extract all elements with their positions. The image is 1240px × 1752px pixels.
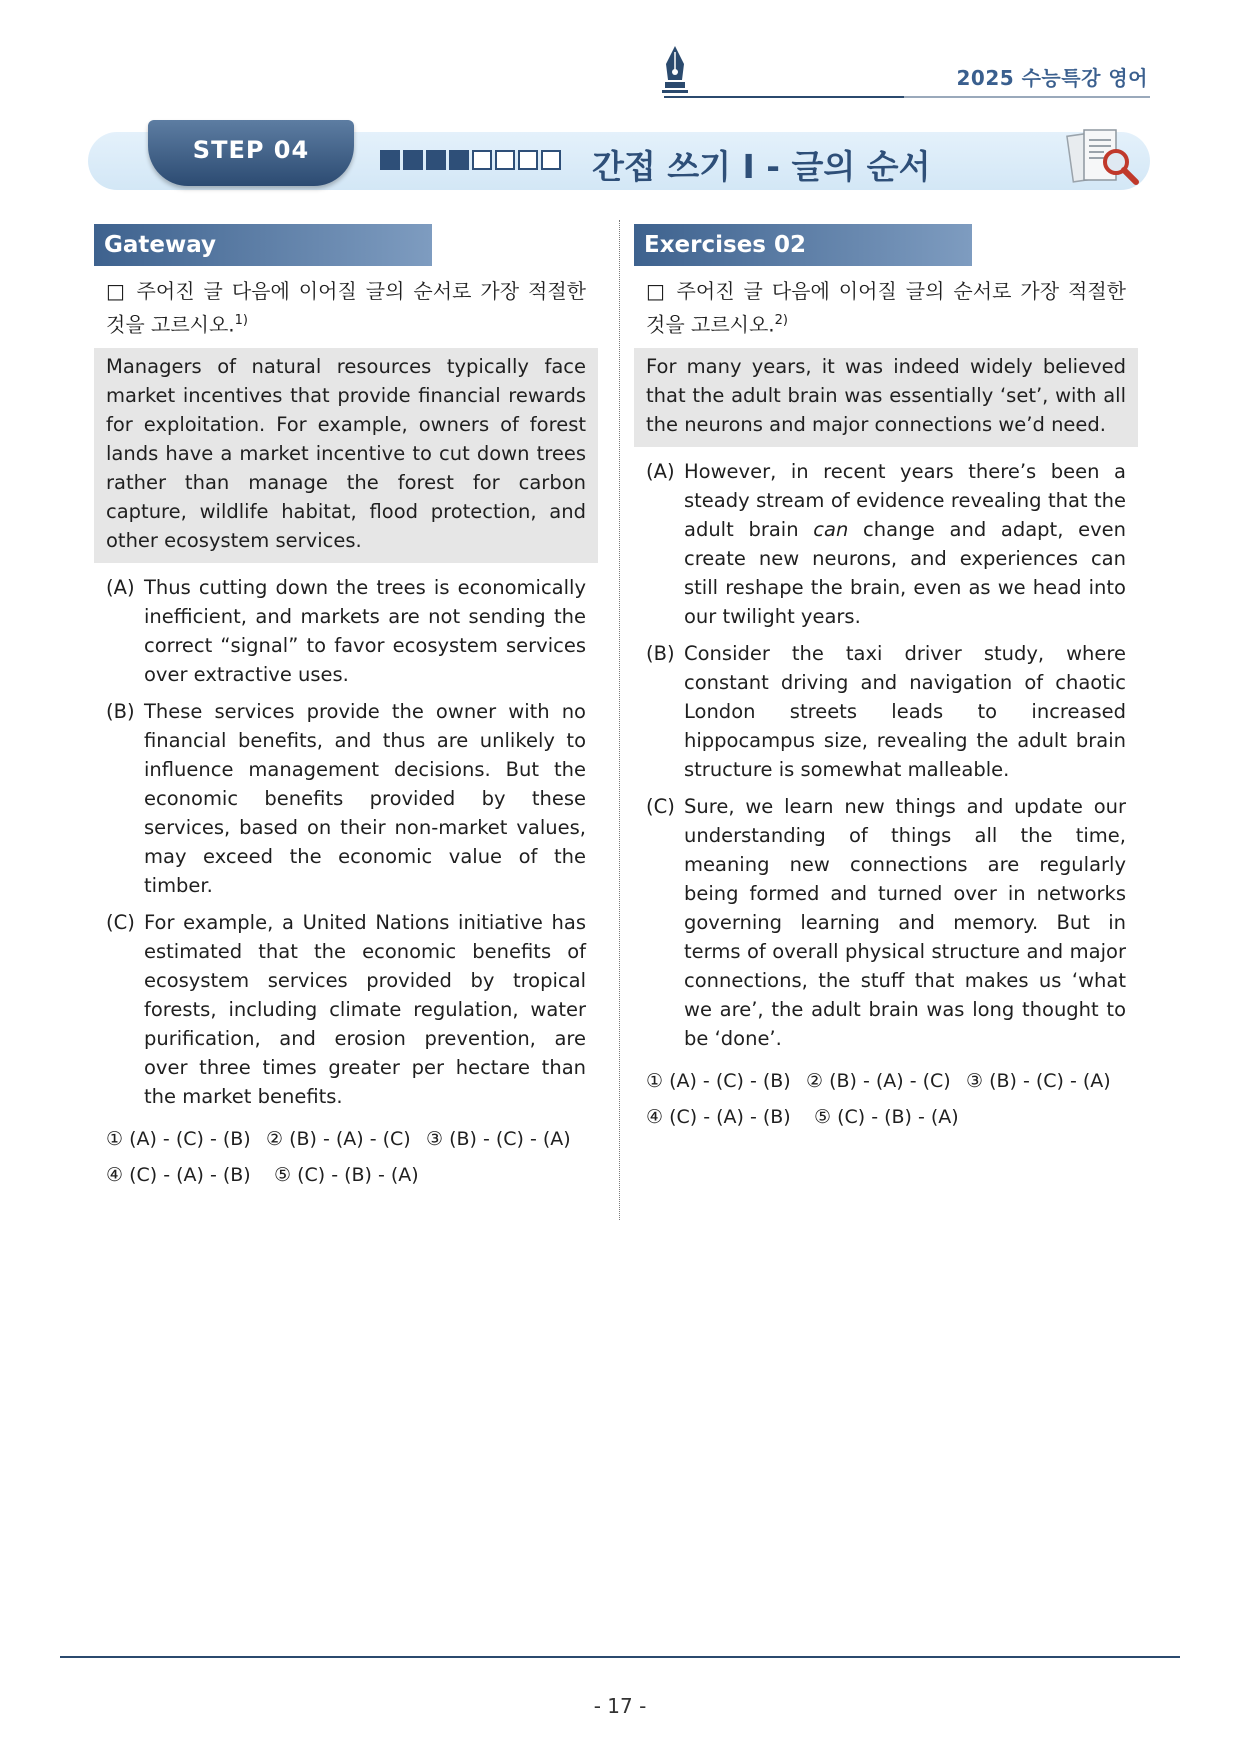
option-b bbox=[646, 639, 1126, 784]
exercises-heading-bar bbox=[634, 224, 972, 266]
passage-options bbox=[634, 457, 1138, 1053]
option-a bbox=[106, 573, 586, 689]
filled-square bbox=[403, 150, 423, 170]
given-passage: Managers of natural resources typically face market incentives that provide financial rewards for exploitation. For example, owners of forest lands have a market incentive to cut down trees rather than manage the forest for carbon capture, wildlife habitat, flood protection, and other ecosystem services. bbox=[94, 348, 598, 563]
answer-choice-5[interactable]: ⑤ (C) - (B) - (A) bbox=[274, 1163, 419, 1186]
answer-choice-3[interactable]: ③ (B) - (C) - (A) bbox=[966, 1069, 1111, 1092]
answer-choice-4[interactable]: ④ (C) - (A) - (B) bbox=[106, 1163, 251, 1186]
empty-square bbox=[518, 150, 538, 170]
column-divider bbox=[619, 220, 620, 1220]
option-text bbox=[684, 457, 1126, 631]
option-text-pre: However, in recent years there’s been a steady stream of evidence revealing that the adult brain bbox=[684, 459, 1126, 541]
option-text: For example, a United Nations initiative has estimated that the economic benefits of ecosystem services provided by tropical forests, including climate regulation, water purification, and erosion prevention, are over three times greater per hectare than the market benefits. bbox=[144, 910, 586, 1108]
option-b bbox=[106, 697, 586, 900]
option-text-post: change and adapt, even create new neurons, and experiences can still reshape the brain, even as we head into our twilight years. bbox=[684, 517, 1126, 628]
option-key: (A) bbox=[106, 575, 135, 599]
progress-squares bbox=[380, 150, 561, 170]
answer-choice-3[interactable]: ③ (B) - (C) - (A) bbox=[426, 1127, 571, 1150]
answer-choice-2[interactable]: ② (B) - (A) - (C) bbox=[266, 1127, 411, 1150]
gateway-column bbox=[94, 224, 598, 1193]
footnote-marker: 1) bbox=[234, 313, 248, 328]
header-rule-light bbox=[904, 96, 1150, 98]
option-text: Thus cutting down the trees is economically inefficient, and markets are not sending the correct “signal” to favor ecosystem services over extractive uses. bbox=[144, 575, 586, 686]
answer-choice-1[interactable]: ① (A) - (C) - (B) bbox=[106, 1127, 251, 1150]
option-key: (A) bbox=[646, 459, 675, 483]
answer-choices bbox=[94, 1121, 598, 1193]
option-c bbox=[646, 792, 1126, 1053]
answer-choice-2[interactable]: ② (B) - (A) - (C) bbox=[806, 1069, 951, 1092]
option-text: These services provide the owner with no financial benefits, and thus are unlikely to influence management decisions. But the economic benefits provided by these services, based on their non-market values, may exceed the economic value of the timber. bbox=[144, 699, 586, 897]
answer-choice-4[interactable]: ④ (C) - (A) - (B) bbox=[646, 1105, 791, 1128]
footnote-marker: 2) bbox=[774, 313, 788, 328]
passage-options bbox=[94, 573, 598, 1111]
option-key: (B) bbox=[106, 699, 135, 723]
filled-square bbox=[380, 150, 400, 170]
option-c bbox=[106, 908, 586, 1111]
fountain-pen-nib-icon bbox=[662, 46, 688, 94]
empty-square bbox=[472, 150, 492, 170]
answer-choice-1[interactable]: ① (A) - (C) - (B) bbox=[646, 1069, 791, 1092]
option-a bbox=[646, 457, 1126, 631]
question-prompt bbox=[634, 276, 1138, 340]
banner-title: 간접 쓰기 I - 글의 순서 bbox=[592, 147, 931, 186]
emphasized-word: can bbox=[813, 517, 849, 541]
filled-square bbox=[426, 150, 446, 170]
filled-square bbox=[449, 150, 469, 170]
gateway-heading-bar bbox=[94, 224, 432, 266]
option-key: (B) bbox=[646, 641, 675, 665]
answer-choice-5[interactable]: ⑤ (C) - (B) - (A) bbox=[814, 1105, 959, 1128]
exercises-column bbox=[634, 224, 1138, 1135]
answer-choices bbox=[634, 1063, 1138, 1135]
option-key: (C) bbox=[646, 794, 675, 818]
page-number: - 17 - bbox=[593, 1694, 647, 1718]
given-passage: For many years, it was indeed widely believed that the adult brain was essentially ‘set’, with all the neurons and major connections we’d need. bbox=[634, 348, 1138, 447]
step-label: STEP 04 bbox=[192, 136, 310, 164]
running-title: 2025 수능특강 영어 bbox=[956, 66, 1148, 90]
newspaper-magnifier-icon bbox=[1064, 126, 1144, 188]
exercises-heading: Exercises 02 bbox=[644, 232, 806, 258]
empty-square bbox=[541, 150, 561, 170]
question-text: □ 주어진 글 다음에 이어질 글의 순서로 가장 적절한 것을 고르시오. bbox=[646, 279, 1126, 337]
empty-square bbox=[495, 150, 515, 170]
option-text: Sure, we learn new things and update our understanding of things all the time, meaning new connections are regularly being formed and turned over in networks governing learning and memory. But in terms of overall physical structure and major connections, the stuff that makes us ‘what we are’, the adult brain was long thought to be ‘done’. bbox=[684, 794, 1126, 1050]
header-rule bbox=[664, 96, 904, 98]
option-text: Consider the taxi driver study, where constant driving and navigation of chaotic London streets leads to increased hippocampus size, revealing the adult brain structure is somewhat malleable. bbox=[684, 641, 1126, 781]
question-text: □ 주어진 글 다음에 이어질 글의 순서로 가장 적절한 것을 고르시오. bbox=[106, 279, 586, 337]
gateway-heading: Gateway bbox=[104, 232, 217, 258]
footer-rule bbox=[60, 1656, 1180, 1658]
question-prompt bbox=[94, 276, 598, 340]
option-key: (C) bbox=[106, 910, 135, 934]
